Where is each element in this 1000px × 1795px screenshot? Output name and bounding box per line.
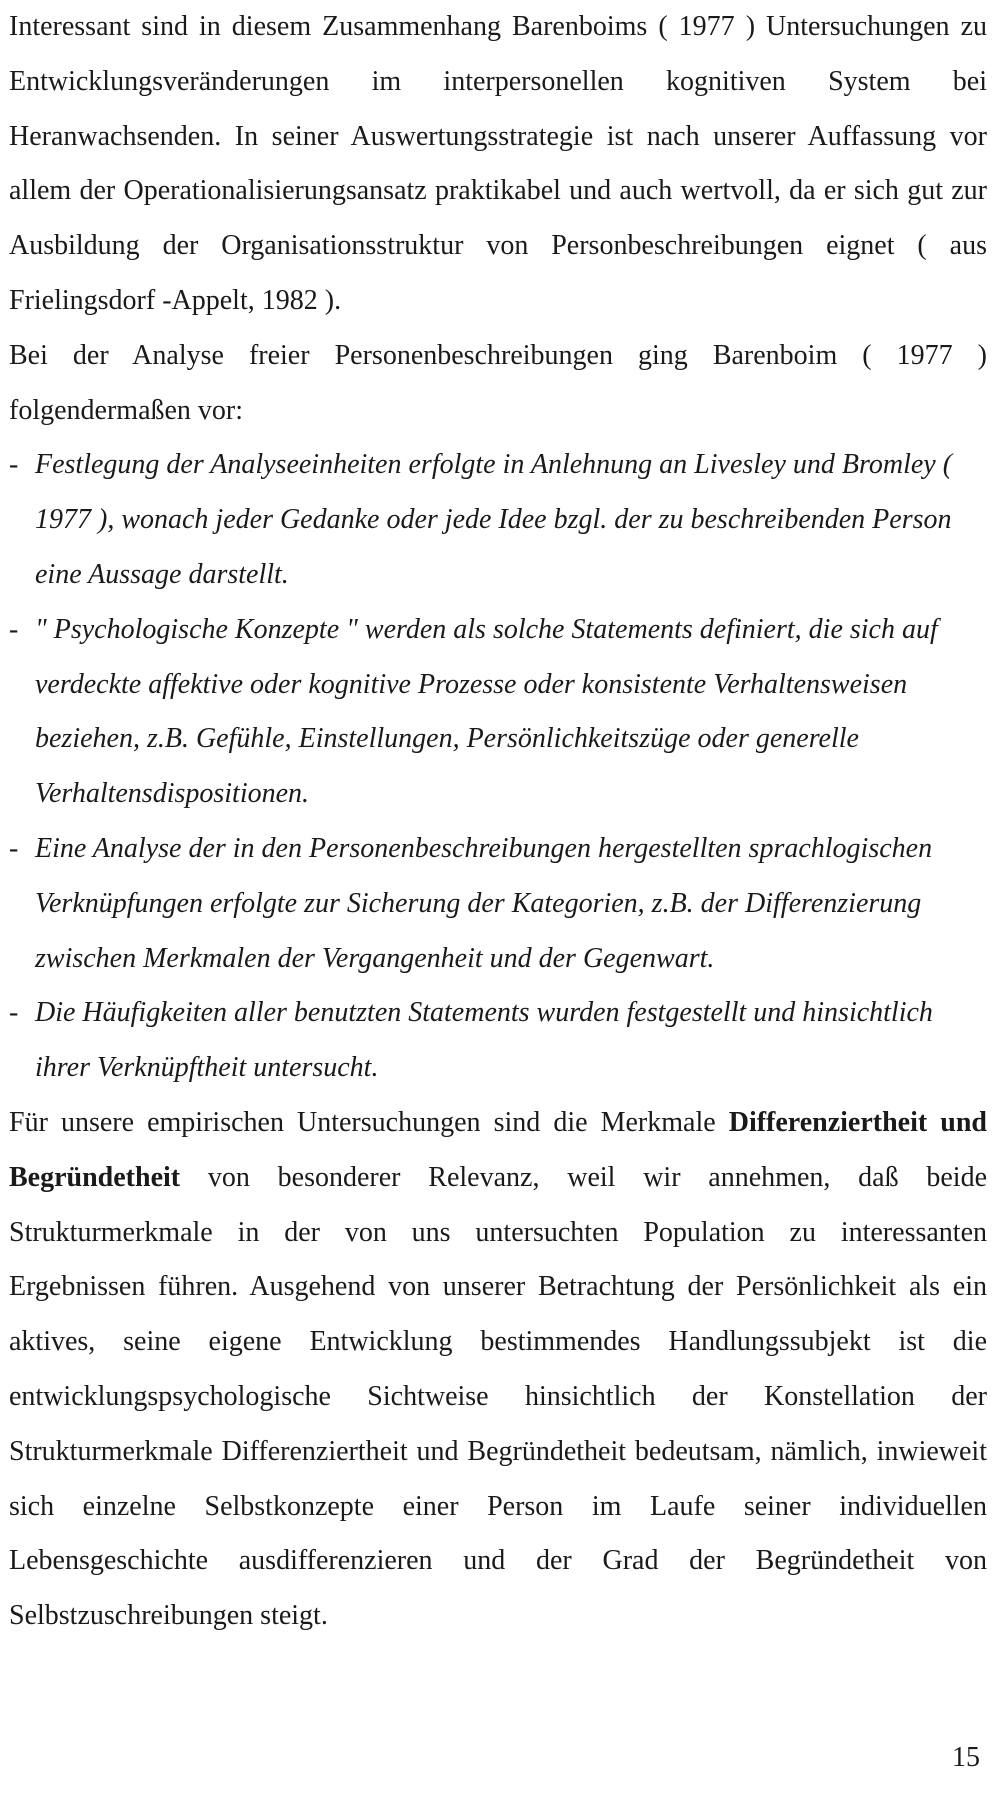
- list-item: [9, 986, 987, 1096]
- list-item-text: " Psychologische Konzepte " werden als solche Statements definiert, die sich auf verdeckte affektive oder kognitive Prozesse oder konsistente Verhaltensweisen beziehen, z.B. Gefühle, Einstellungen, Persönlichkeitszüge oder generelle Verhaltensdispositionen.: [35, 613, 938, 810]
- page-number: 15: [952, 1742, 980, 1773]
- bullet-dash: -: [9, 613, 19, 645]
- list-item-text: Die Häufigkeiten aller benutzten Statements wurden festgestellt und hinsichtlich ihrer Verknüpftheit untersucht.: [35, 997, 933, 1084]
- analysis-steps-list: [9, 438, 987, 1096]
- paragraph-barenboim-intro: Interessant sind in diesem Zusammenhang Barenboims ( 1977 ) Untersuchungen zu Entwicklungsveränderungen im interpersonellen kognitiven System bei Heranwachsenden. In seiner Auswertungsstrategie ist nach unserer Auffassung vor allem der Operationalisierungsansatz praktikabel und auch wertvoll, da er sich gut zur Ausbildung der Organisationsstruktur von Personbeschreibungen eignet ( aus Frielingsdorf -Appelt, 1982 ).: [9, 11, 987, 316]
- bullet-dash: -: [9, 832, 19, 864]
- paragraph-text-lead: Für unsere empirischen Untersuchungen sind die Merkmale: [9, 1106, 729, 1138]
- paragraph-text-rest: von besonderer Relevanz, weil wir annehmen, daß beide Strukturmerkmale in der von uns untersuchten Population zu interessanten Ergebnissen führen. Ausgehend von unserer Betrachtung der Persönlichkeit als ein aktives, seine eigene Entwicklung bestimmendes Handlungssubjekt ist die entwicklungspsychologische Sichtweise hinsichtlich der Konstellation der Strukturmerkmale Differenziertheit und Begründetheit bedeutsam, nämlich, inwieweit sich einzelne Selbstkonzepte einer Person im Laufe seiner individuellen Lebensgeschichte ausdifferenzieren und der Grad der Begründetheit von Selbstzuschreibungen steigt.: [9, 1161, 987, 1632]
- list-item: [9, 438, 987, 602]
- list-item-text: Eine Analyse der in den Personenbeschreibungen hergestellten sprachlogischen Verknüpfungen erfolgte zur Sicherung der Kategorien, z.B. der Differenzierung zwischen Merkmalen der Vergangenheit und der Gegenwart.: [35, 832, 933, 974]
- paragraph-analysis-procedure: Bei der Analyse freier Personenbeschreibungen ging Barenboim ( 1977 ) folgendermaßen vor:: [9, 339, 987, 426]
- document-page: [9, 0, 987, 1644]
- emphasized-terms: Differenziertheit und Begründetheit: [9, 1106, 987, 1193]
- list-item: [9, 603, 987, 822]
- list-item-text: Festlegung der Analyseeinheiten erfolgte in Anlehnung an Livesley und Bromley ( 1977 ), wonach jeder Gedanke oder jede Idee bzgl. der zu beschreibenden Person eine Aussage darstellt.: [35, 449, 953, 590]
- paragraph-empirical-relevance: [9, 1096, 987, 1644]
- bullet-dash: -: [9, 449, 19, 481]
- bullet-dash: -: [9, 997, 19, 1029]
- list-item: [9, 822, 987, 986]
